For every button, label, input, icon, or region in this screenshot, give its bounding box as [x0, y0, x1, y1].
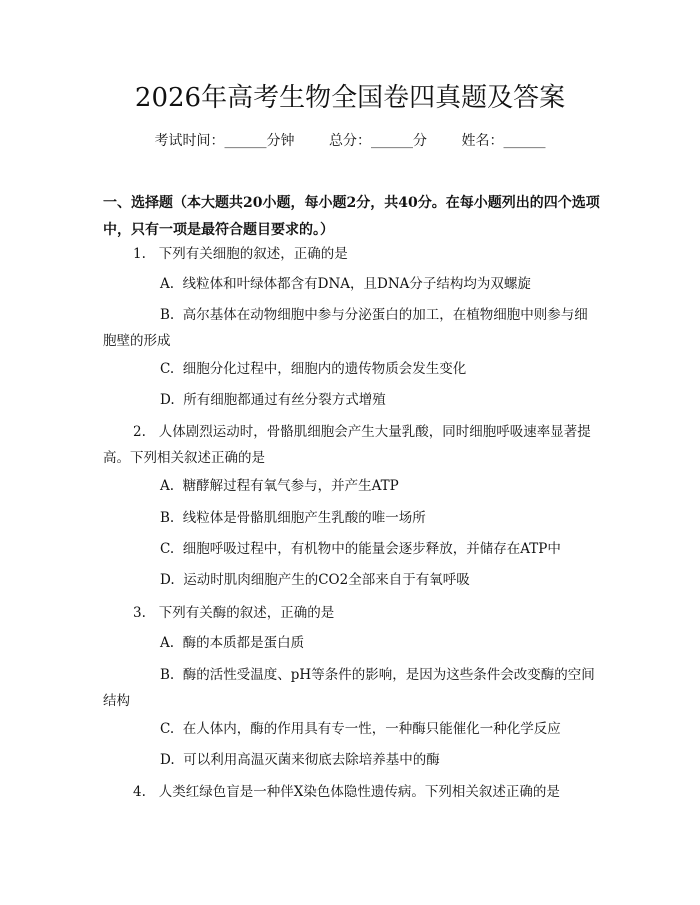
exam-meta	[0, 130, 700, 152]
question-1-option-d: D. 所有细胞都通过有丝分裂方式增殖	[160, 392, 386, 408]
question-1-stem: 1. 下列有关细胞的叙述，正确的是	[133, 246, 348, 262]
question-4-stem: 4. 人类红绿色盲是一种伴X染色体隐性遗传病。下列相关叙述正确的是	[133, 784, 560, 800]
exam-score: 总分：______分	[329, 133, 427, 149]
section-heading: 一、选择题（本大题共20小题，每小题2分，共40分。在每小题列出的四个选项中，只有一项是最符合题目要求的。）	[103, 195, 600, 238]
question-1-option-b: B. 高尔基体在动物细胞中参与分泌蛋白的加工，在植物细胞中则参与细胞壁的形成	[103, 307, 588, 349]
question-2-option-d: D. 运动时肌肉细胞产生的CO2全部来自于有氧呼吸	[160, 572, 470, 588]
question-3-stem: 3. 下列有关酶的叙述，正确的是	[133, 605, 335, 621]
question-3-option-b: B. 酶的活性受温度、pH等条件的影响，是因为这些条件会改变酶的空间结构	[103, 667, 595, 709]
question-2-option-a: A. 糖酵解过程有氧气参与，并产生ATP	[160, 478, 399, 494]
page-title: 2026年高考生物全国卷四真题及答案	[134, 83, 566, 113]
exam-time: 考试时间：______分钟	[154, 133, 295, 149]
exam-name: 姓名：______	[461, 133, 546, 149]
question-2-stem: 2. 人体剧烈运动时，骨骼肌细胞会产生大量乳酸，同时细胞呼吸速率显著提高。下列相关叙述正确的是	[103, 424, 591, 466]
question-1-option-a: A. 线粒体和叶绿体都含有DNA，且DNA分子结构均为双螺旋	[160, 276, 531, 292]
question-3-option-d: D. 可以利用高温灭菌来彻底去除培养基中的酶	[160, 752, 440, 768]
question-2-option-b: B. 线粒体是骨骼肌细胞产生乳酸的唯一场所	[160, 510, 426, 526]
question-3-option-c: C. 在人体内，酶的作用具有专一性，一种酶只能催化一种化学反应	[160, 721, 561, 737]
question-1-option-c: C. 细胞分化过程中，细胞内的遗传物质会发生变化	[160, 361, 467, 377]
question-2-option-c: C. 细胞呼吸过程中，有机物中的能量会逐步释放，并储存在ATP中	[160, 541, 561, 557]
question-3-option-a: A. 酶的本质都是蛋白质	[160, 635, 305, 651]
